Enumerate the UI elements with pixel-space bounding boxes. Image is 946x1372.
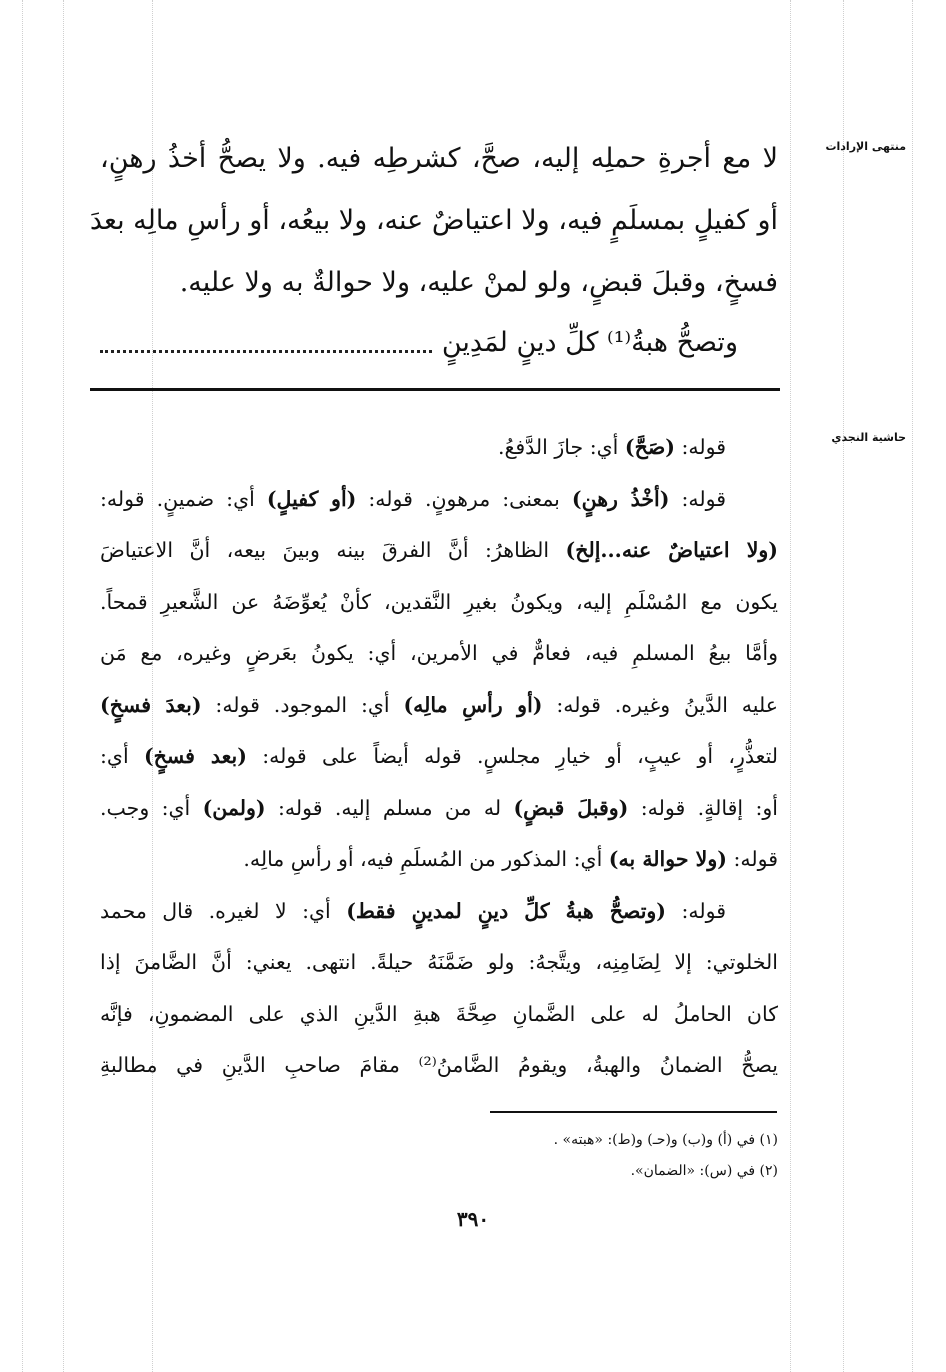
hashiya-line: [100, 525, 778, 577]
hashiya-line: [100, 937, 778, 989]
hashiya-line: [100, 989, 778, 1041]
commentary-text: قوله:: [726, 847, 778, 871]
commentary-text: أي: جازَ الدَّفعُ.: [497, 435, 625, 459]
scan-guide-line: [843, 0, 844, 1372]
dotted-leader: [100, 344, 432, 353]
quoted-lemma: (بعدَ فسخٍ): [100, 692, 202, 717]
quoted-lemma: (وتصحُّ هبةُ كلِّ دينٍ لمدينٍ فقط): [346, 898, 667, 923]
scan-guide-line: [63, 0, 64, 1372]
commentary-text: يكون مع المُسْلَمِ إليه، ويكونُ بغيرِ النَّقدين، كأنْ يُعوِّضَهُ عن الشَّعيرِ قمحاً.: [100, 589, 778, 614]
matn-text: [89, 128, 778, 372]
quoted-lemma: (وقبلَ قبضٍ): [513, 795, 629, 820]
commentary-text: يصحُّ الضمانُ والهبةُ، ويقومُ الضَّامنُ⁽²⁾ مقامَ صاحبِ الدَّينِ في مطالبةِ: [100, 1053, 778, 1077]
commentary-text: وأمَّا بيعُ المسلمِ فيه، فعامٌّ في الأمرين، أي: يكونُ بعَرضٍ وغيره، مع مَن: [100, 641, 778, 665]
footnote: (١) في (أ) و(ب) و(حـ) و(ط): «هبته» .: [553, 1132, 778, 1148]
hashiya-line: [100, 731, 778, 783]
footnotes: [378, 1125, 778, 1187]
commentary-text: قوله:: [674, 435, 726, 459]
footnote: (٢) في (س): «الضمان».: [630, 1163, 778, 1179]
quoted-lemma: (صَحَّ): [624, 435, 675, 459]
commentary-text: أي: الموجود. قوله:: [201, 692, 404, 717]
hashiya-line: [100, 783, 778, 835]
hashiya-commentary: [100, 422, 778, 1092]
hashiya-line: [100, 474, 778, 526]
hashiya-line: [100, 886, 778, 938]
quoted-lemma: (ولمن): [202, 795, 266, 820]
commentary-text: لتعذُّرٍ، أو عيبٍ، أو خيارِ مجلسٍ. قوله أيضاً على قوله:: [246, 744, 779, 768]
hashiya-line: [100, 577, 778, 629]
commentary-text: أي:: [100, 744, 144, 768]
footnote-divider: [490, 1111, 777, 1113]
quoted-lemma: (ولا اعتياضٌ عنه...إلخ): [565, 538, 778, 562]
page-number: ٣٩٠: [456, 1207, 490, 1231]
commentary-text: عليه الدَّينُ وغيره. قوله:: [542, 692, 779, 717]
scan-guide-line: [912, 0, 913, 1372]
hashiya-line: [100, 1040, 778, 1092]
commentary-text: أي: المذكور من المُسلَمِ فيه، أو رأسِ مالِه.: [243, 847, 609, 871]
hashiya-line: [100, 680, 778, 732]
commentary-text: أي: لا لغيره. قال محمد: [100, 898, 347, 923]
hashiya-line: [100, 422, 778, 474]
commentary-text: الظاهرُ: أنَّ الفرقَ بينه وبينَ بيعه، أنَّ الاعتياضَ: [100, 538, 566, 562]
commentary-text: له من مسلم إليه. قوله:: [265, 795, 514, 820]
section-divider: [90, 388, 780, 391]
matn-line: أو كفيلٍ بمسلَمٍ فيه، ولا اعتياضٌ عنه، ولا بيعُه، أو رأسِ مالِه بعدَ: [89, 205, 778, 236]
commentary-text: قوله:: [666, 898, 726, 923]
scan-guide-line: [22, 0, 23, 1372]
scan-guide-line: [790, 0, 791, 1372]
matn-final-line: [100, 314, 778, 372]
commentary-text: قوله:: [669, 486, 726, 511]
matn-line: فسخٍ، وقبلَ قبضٍ، ولو لمنْ عليه، ولا حوالةٌ به ولا عليه.: [179, 267, 778, 298]
quoted-lemma: (أخْذُ رهنٍ): [571, 486, 670, 511]
commentary-text: بمعنى: مرهونٍ. قوله:: [356, 486, 572, 511]
commentary-text: أو: إقالةٍ. قوله:: [628, 795, 778, 820]
quoted-lemma: (أو رأسِ مالِه): [403, 692, 543, 717]
commentary-text: الخلوتي: إلا لِضَامِنِه، ويتَّجهُ: ولو ضَمَّنَهُ حيلةً. انتهى. يعني: أنَّ الضَّامنَ إذا: [100, 950, 778, 974]
commentary-text: أي: وجب.: [100, 795, 203, 820]
commentary-text: كان الحاملُ له على الضَّمانِ صِحَّةَ هبةِ الدَّينِ الذي على المضمونِ، فإنَّه: [100, 1001, 778, 1026]
matn-side-label: منتهى الإرادات: [825, 140, 906, 153]
matn-line: لا مع أجرةِ حملِه إليه، صحَّ، كشرطِه فيه. ولا يصحُّ أخذُ رهنٍ،: [100, 143, 778, 174]
hashiya-line: [100, 628, 778, 680]
hashiya-side-label: حاشية النجدي: [831, 431, 906, 444]
hashiya-line: [100, 834, 778, 886]
quoted-lemma: (أو كفيلٍ): [266, 486, 357, 511]
matn-line: وتصحُّ هبةُ⁽¹⁾ كلِّ دينٍ لمَدِينٍ: [441, 327, 738, 358]
quoted-lemma: (ولا حوالة به): [608, 847, 727, 871]
commentary-text: أي: ضمينٍ. قوله:: [100, 486, 267, 511]
quoted-lemma: (بعد فسخٍ): [143, 744, 247, 768]
